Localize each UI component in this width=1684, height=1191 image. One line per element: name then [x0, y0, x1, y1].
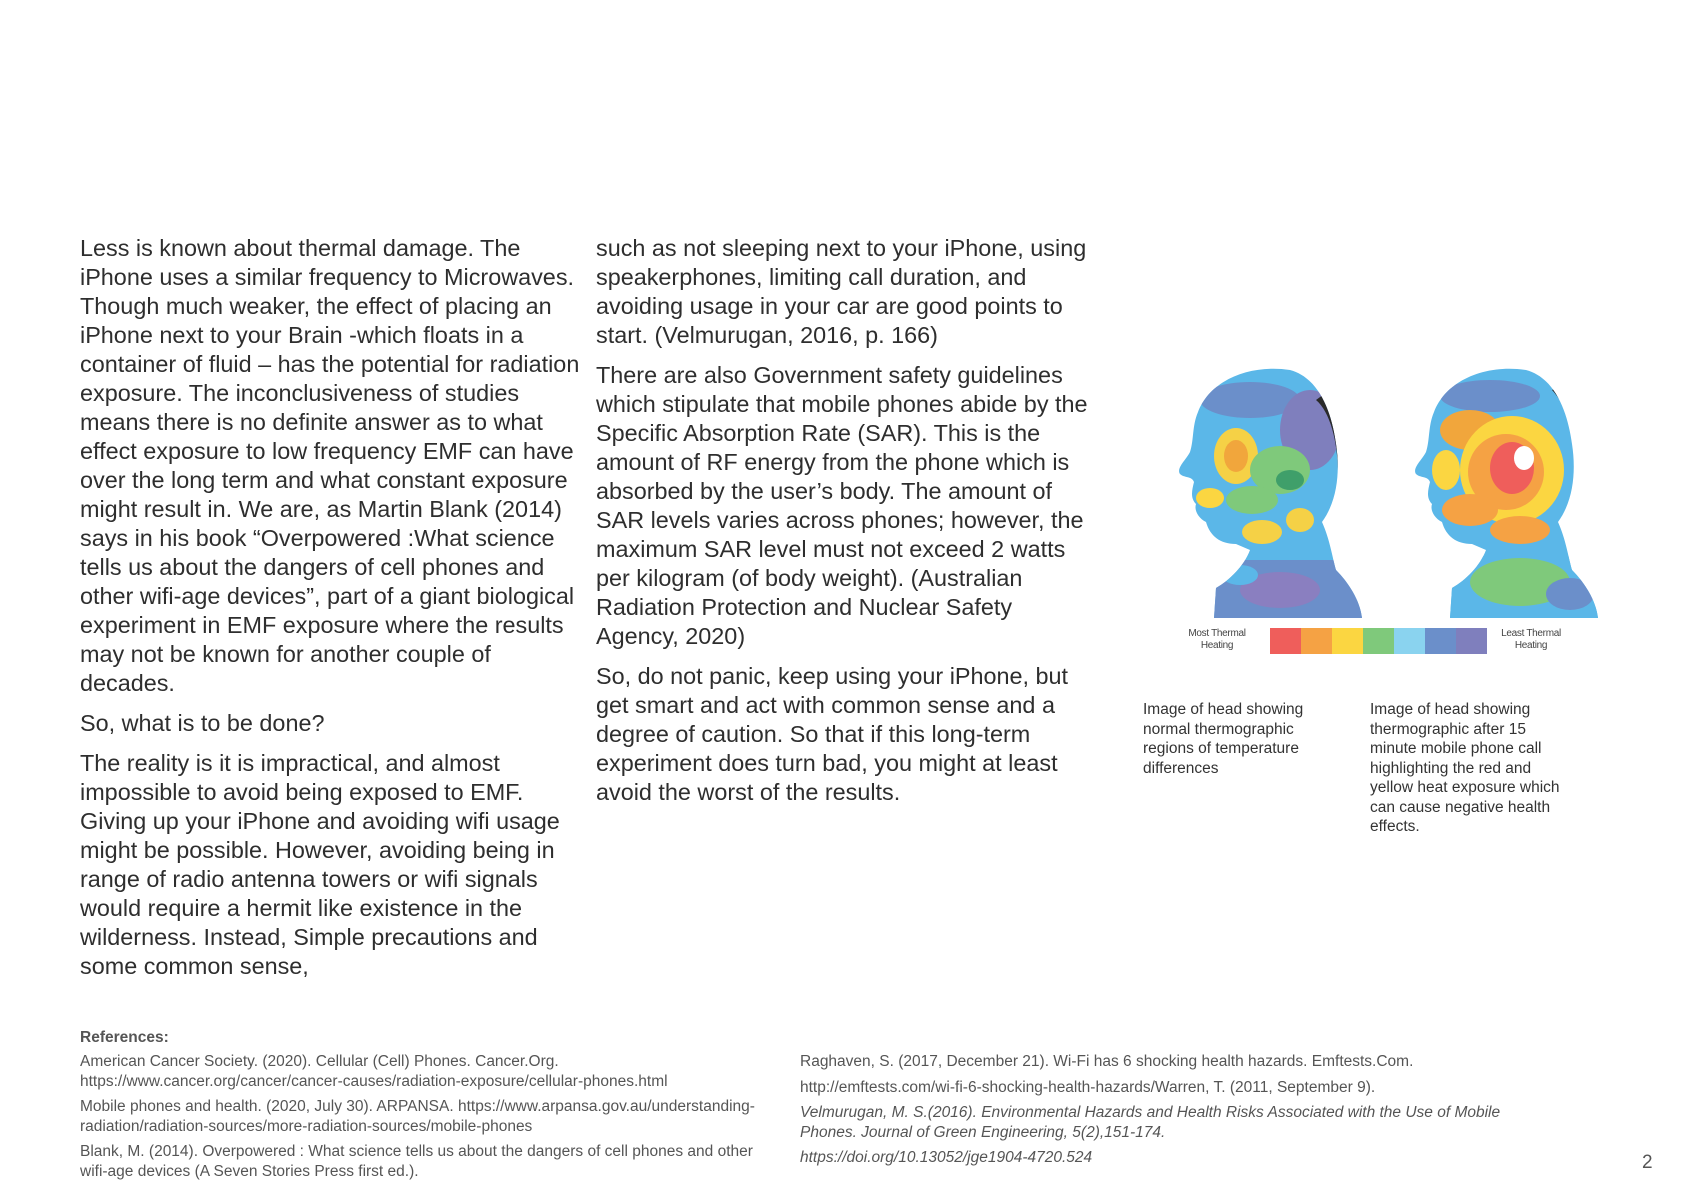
scale-swatch: [1456, 628, 1487, 654]
page-number: 2: [1642, 1152, 1653, 1173]
scale-swatch: [1301, 628, 1332, 654]
paragraph: So, do not panic, keep using your iPhone, but get smart and act with common sense and a degree of caution. So that if this long-term experiment does turn bad, you might at least avoid the worst of the results.: [596, 663, 1069, 805]
caption-normal: Image of head showing normal thermographic regions of temperature differences: [1143, 701, 1304, 777]
text-column-middle: [596, 234, 1096, 818]
paragraph: The reality is it is impractical, and almost impossible to avoid being exposed to EMF. Giving up your iPhone and avoiding wifi usage might be possible. However, avoiding being in range of radio antenna towers or wifi signals would require a hermit like existence in the wilderness. Instead, Simple precautions and some common sense,: [80, 750, 560, 979]
reference: Mobile phones and health. (2020, July 30). ARPANSA. https://www.arpansa.gov.au/understanding-radiation/radiation-sources/more-radiation-sources/mobile-phones: [80, 1098, 755, 1135]
reference: Raghaven, S. (2017, December 21). Wi-Fi has 6 shocking health hazards. Emftests.Com.: [800, 1053, 1414, 1070]
scale-swatch: [1332, 628, 1363, 654]
reference: http://emftests.com/wi-fi-6-shocking-health-hazards/Warren, T. (2011, September 9).: [800, 1078, 1376, 1096]
scale-swatch: [1270, 628, 1301, 654]
references-right: [800, 1052, 1540, 1174]
reference: Blank, M. (2014). Overpowered : What science tells us about the dangers of cell phones and other wifi-age devices (A Seven Stories Press first ed.).: [80, 1143, 753, 1180]
thermographic-heads-figure: [1140, 360, 1600, 620]
scale-label-least: Least Thermal Heating: [1501, 628, 1561, 651]
scale-label-most: Most Thermal Heating: [1188, 628, 1246, 651]
paragraph: such as not sleeping next to your iPhone, using speakerphones, limiting call duration, and avoiding usage in your car are good points to start. (Velmurugan, 2016, p. 166): [596, 235, 1087, 348]
reference: Velmurugan, M. S.(2016). Environmental Hazards and Health Risks Associated with the Use of Mobile Phones. Journal of Green Engineering, 5(2),151-174.: [800, 1104, 1501, 1141]
scale-swatch: [1363, 628, 1394, 654]
paragraph: Less is known about thermal damage. The iPhone uses a similar frequency to Microwaves. Though much weaker, the effect of placing an iPhone next to your Brain -which floats in a container of fluid – has the potential for radiation exposure. The inconclusiveness of studies means there is no definite answer as to what effect exposure to low frequency EMF can have over the long term and what constant exposure might result in. We are, as Martin Blank (2014) says in his book “Overpowered :What science tells us about the dangers of cell phones and other wifi-age devices”, part of a giant biological experiment in EMF exposure where the results may not be known for another couple of decades.: [80, 235, 580, 696]
paragraph: There are also Government safety guidelines which stipulate that mobile phones abide by the Specific Absorption Rate (SAR). This is the amount of RF energy from the phone which is absorbed by the user’s body. The amount of SAR levels varies across phones; however, the maximum SAR level must not exceed 2 watts per kilogram (of body weight). (Australian Radiation Protection and Nuclear Safety Agency, 2020): [596, 362, 1088, 649]
scale-swatch: [1425, 628, 1456, 654]
paragraph: So, what is to be done?: [80, 710, 325, 736]
scale-swatch: [1394, 628, 1425, 654]
reference: American Cancer Society. (2020). Cellular (Cell) Phones. Cancer.Org. https://www.cancer.org/cancer/cancer-causes/radiation-exposure/cellular-phones.html: [80, 1053, 668, 1090]
thermal-color-scale: [1190, 626, 1570, 656]
references-heading: References:: [80, 1029, 169, 1046]
text-column-left: [80, 234, 580, 992]
reference: https://doi.org/10.13052/jge1904-4720.524: [800, 1149, 1093, 1166]
caption-after-call: Image of head showing thermographic after 15 minute mobile phone call highlighting the red and yellow heat exposure which can cause negative health effects.: [1370, 701, 1560, 835]
head-normal: [1140, 360, 1370, 620]
head-after-call: [1380, 360, 1600, 620]
references-left: [80, 1052, 780, 1187]
